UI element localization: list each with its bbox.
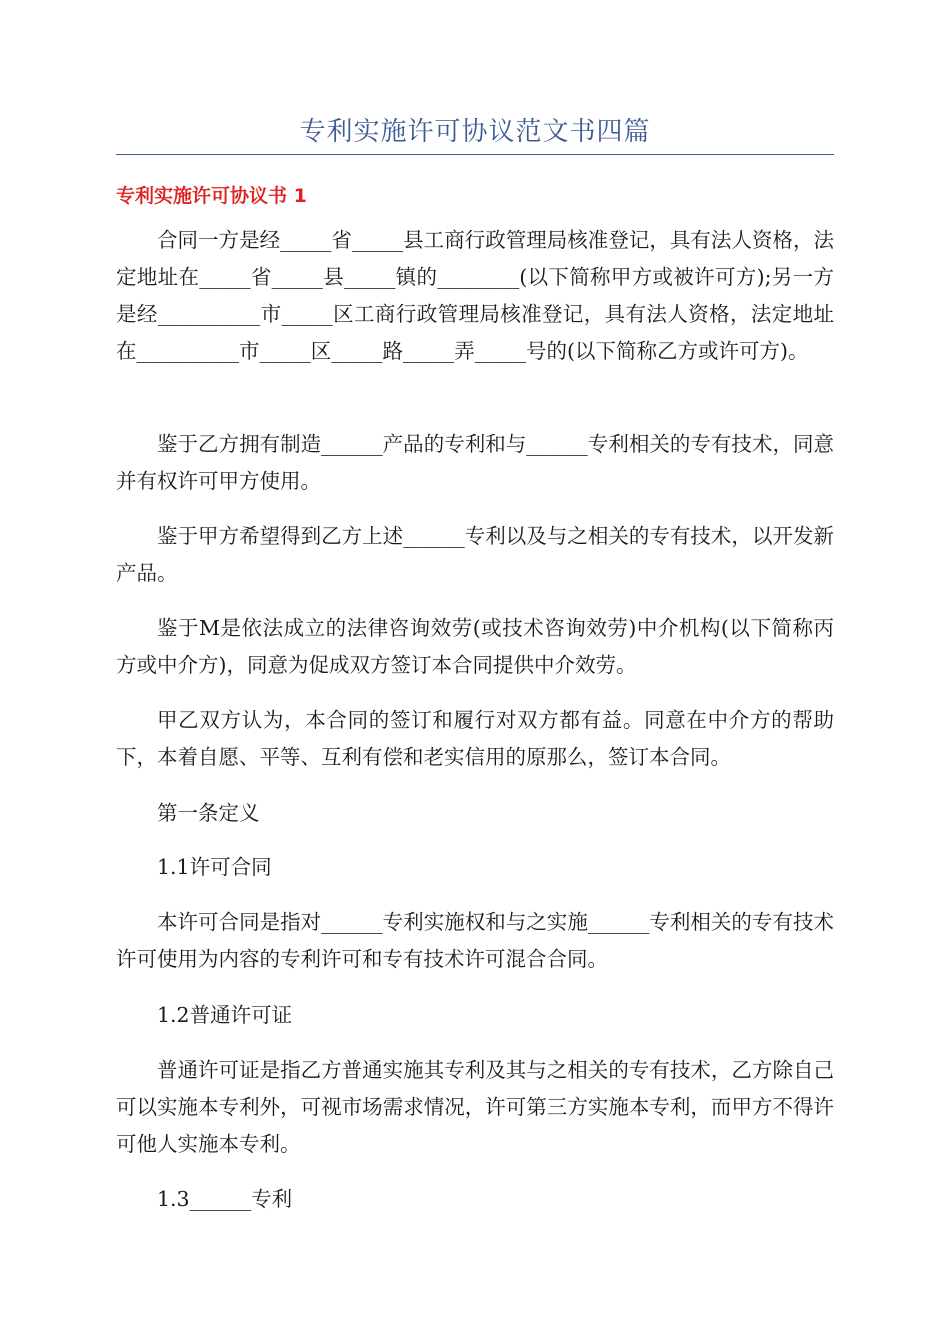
document-title: 专利实施许可协议范文书四篇	[299, 117, 651, 147]
paragraph-whereas-licensee: 鉴于甲方希望得到乙方上述______专利以及与之相关的专有技术，以开发新产品。	[116, 524, 834, 585]
paragraph-agreement: 甲乙双方认为，本合同的签订和履行对双方都有益。同意在中介方的帮助下，本着自愿、平等、互利有偿和老实信用的原那么，签订本合同。	[116, 708, 834, 769]
title-underline	[116, 154, 834, 155]
clause-1-3-heading: 1.3______专利	[157, 1187, 293, 1211]
paragraph-parties: 合同一方是经_____省_____县工商行政管理局核准登记，具有法人资格，法定地址在_____省_____县_____镇的________(以下简称甲方或被许可方);另一方是经__________市_____区工商行政管理局核准登记，具有法人资格，法定地址在__________市_____区_____路_____弄_____号的(以下简称乙方或许可方)。	[116, 228, 834, 363]
section-heading: 专利实施许可协议书 1	[116, 185, 307, 207]
article-1-heading: 第一条定义	[157, 801, 260, 825]
paragraph-whereas-intermediary: 鉴于M是依法成立的法律咨询效劳(或技术咨询效劳)中介机构(以下简称丙方或中介方)，同意为促成双方签订本合同提供中介效劳。	[116, 616, 834, 677]
paragraph-whereas-licensor: 鉴于乙方拥有制造______产品的专利和与______专利相关的专有技术，同意并有权许可甲方使用。	[116, 432, 834, 493]
clause-1-2-text: 普通许可证是指乙方普通实施其专利及其与之相关的专有技术，乙方除自己可以实施本专利外，可视市场需求情况，许可第三方实施本专利，而甲方不得许可他人实施本专利。	[116, 1058, 834, 1156]
clause-1-2-heading: 1.2普通许可证	[157, 1003, 293, 1027]
clause-1-1-heading: 1.1许可合同	[157, 855, 272, 879]
clause-1-1-text: 本许可合同是指对______专利实施权和与之实施______专利相关的专有技术许可使用为内容的专利许可和专有技术许可混合合同。	[116, 910, 834, 971]
